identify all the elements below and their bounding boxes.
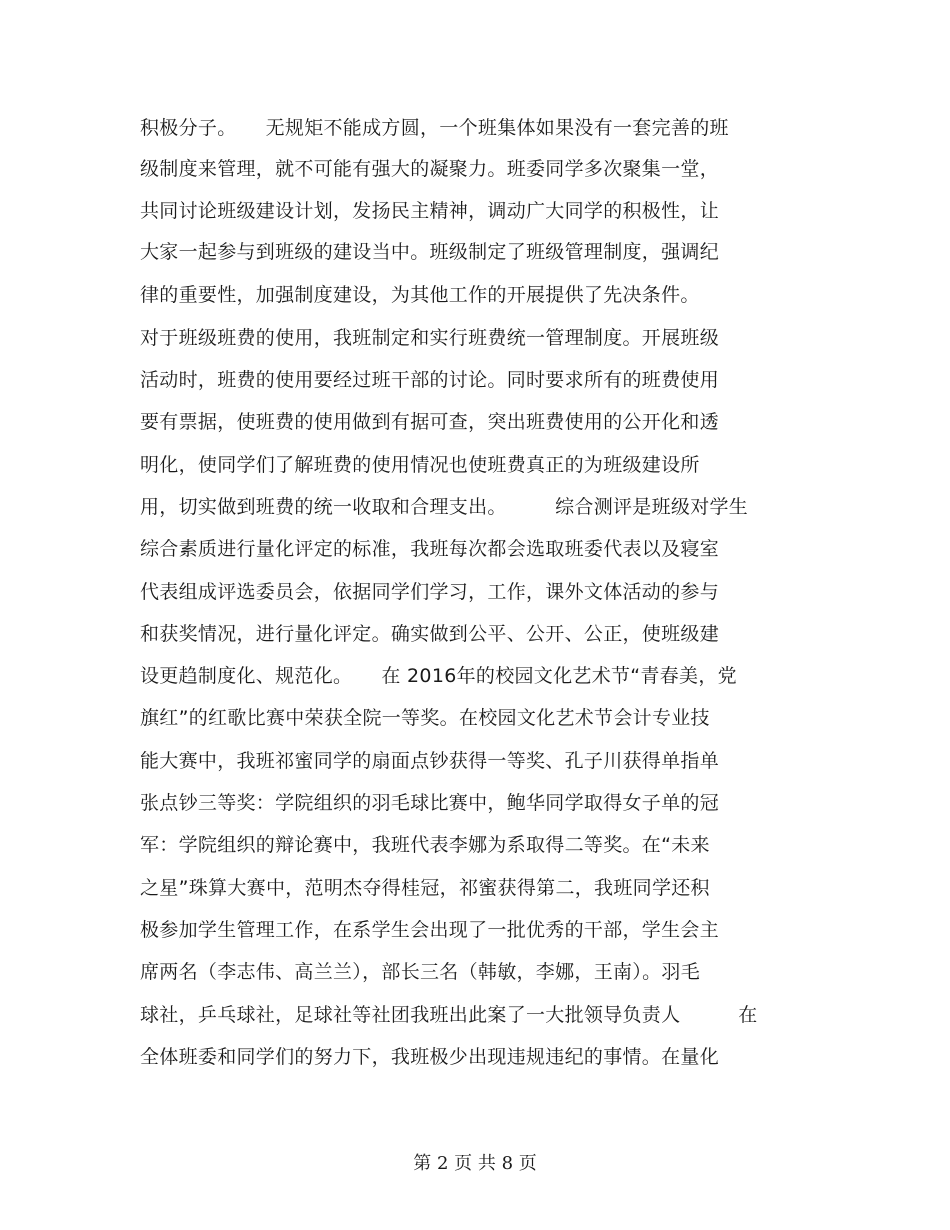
text-line: 要有票据，使班费的使用做到有据可查，突出班费使用的公开化和透 [140,411,720,433]
text-line: 活动时，班费的使用要经过班干部的讨论。同时要求所有的班费使用 [140,369,720,391]
text-line: 能大赛中，我班祁蜜同学的扇面点钞获得一等奖、孔子川获得单指单 [140,750,720,772]
text-line: 球社，乒乓球社，足球社等社团我班出此案了一大批领导负责人 在 [140,1004,758,1026]
text-line: 设更趋制度化、规范化。 在 2016年的校园文化艺术节“青春美，党 [140,665,737,687]
text-line: 级制度来管理，就不可能有强大的凝聚力。班委同学多次聚集一堂， [140,158,720,180]
text-line: 和获奖情况，进行量化评定。确实做到公平、公开、公正，使班级建 [140,623,720,645]
text-line: 极参加学生管理工作，在系学生会出现了一批优秀的干部，学生会主 [140,919,720,941]
text-line: 用，切实做到班费的统一收取和合理支出。 综合测评是班级对学生 [140,496,749,518]
text-line: 积极分子。 无规矩不能成方圆，一个班集体如果没有一套完善的班 [140,117,729,139]
text-line: 共同讨论班级建设计划，发扬民主精神，调动广大同学的积极性，让 [140,200,720,222]
text-line: 军：学院组织的辩论赛中，我班代表李娜为系取得二等奖。在“未来 [140,834,710,856]
text-line: 张点钞三等奖：学院组织的羽毛球比赛中，鲍华同学取得女子单的冠 [140,792,720,814]
text-line: 对于班级班费的使用，我班制定和实行班费统一管理制度。开展班级 [140,327,720,349]
text-line: 之星”珠算大赛中，范明杰夺得桂冠，祁蜜获得第二，我班同学还积 [140,877,710,899]
text-line: 代表组成评选委员会，依据同学们学习，工作，课外文体活动的参与 [140,581,720,603]
text-line: 大家一起参与到班级的建设当中。班级制定了班级管理制度，强调纪 [140,241,720,263]
text-line: 明化，使同学们了解班费的使用情况也使班费真正的为班级建设所 [140,454,700,476]
text-line: 旗红”的红歌比赛中荣获全院一等奖。在校园文化艺术节会计专业技 [140,707,710,729]
text-line: 律的重要性，加强制度建设，为其他工作的开展提供了先决条件。 [140,284,700,306]
text-line: 全体班委和同学们的努力下，我班极少出现违规违纪的事情。在量化 [140,1046,720,1068]
text-line: 席两名（李志伟、高兰兰），部长三名（韩敏，李娜，王南）。羽毛 [140,961,701,983]
page-number-footer: 第 2 页 共 8 页 [413,1153,537,1174]
text-line: 综合素质进行量化评定的标准，我班每次都会选取班委代表以及寝室 [140,538,720,560]
